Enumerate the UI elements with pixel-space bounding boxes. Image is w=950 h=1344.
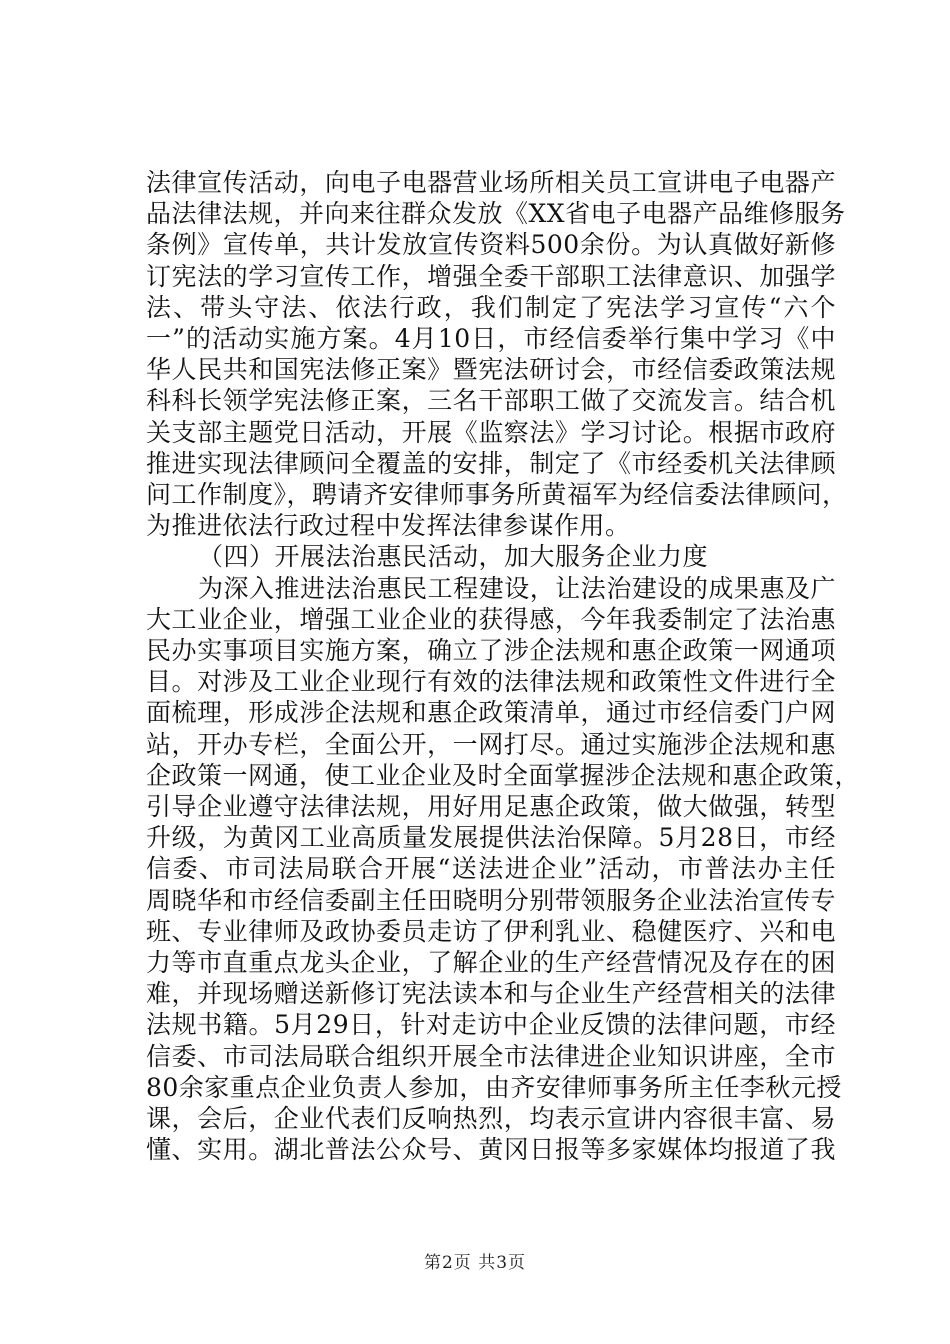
text-line: 目。对涉及工业企业现行有效的法律法规和政策性文件进行全	[146, 667, 836, 696]
text-line: 条例》宣传单，共计发放宣传资料500余份。为认真做好新修	[146, 230, 836, 259]
text-line: 站，开办专栏，全面公开，一网打尽。通过实施涉企法规和惠	[146, 730, 836, 759]
text-line: 企政策一网通，使工业企业及时全面掌握涉企法规和惠企政策，	[146, 761, 861, 790]
text-line: 品法律法规，并向来往群众发放《XX省电子电器产品维修服务	[146, 199, 846, 228]
text-line: 为推进依法行政过程中发挥法律参谋作用。	[146, 511, 631, 540]
text-line: 80余家重点企业负责人参加，由齐安律师事务所主任李秋元授	[146, 1073, 842, 1102]
text-line: 班、专业律师及政协委员走访了伊利乳业、稳健医疗、兴和电	[146, 917, 836, 946]
text-line: 法规书籍。5月29日，针对走访中企业反馈的法律问题，市经	[146, 1010, 836, 1039]
text-line: 引导企业遵守法律法规，用好用足惠企政策，做大做强，转型	[146, 792, 836, 821]
text-line: 力等市直重点龙头企业，了解企业的生产经营情况及存在的困	[146, 948, 836, 977]
text-line: 华人民共和国宪法修正案》暨宪法研讨会，市经信委政策法规	[146, 355, 836, 384]
text-line: 法律宣传活动，向电子电器营业场所相关员工宣讲电子电器产	[146, 168, 836, 197]
text-line: 推进实现法律顾问全覆盖的安排，制定了《市经委机关法律顾	[146, 449, 836, 478]
text-line: 周晓华和市经信委副主任田晓明分别带领服务企业法治宣传专	[146, 886, 836, 915]
text-line: 面梳理，形成涉企法规和惠企政策清单，通过市经信委门户网	[146, 698, 836, 727]
text-line: 民办实事项目实施方案，确立了涉企法规和惠企政策一网通项	[146, 636, 836, 665]
text-line: 难，并现场赠送新修订宪法读本和与企业生产经营相关的法律	[146, 979, 836, 1008]
text-line: 订宪法的学习宣传工作，增强全委干部职工法律意识、加强学	[146, 262, 836, 291]
section-heading: （四）开展法治惠民活动，加大服务企业力度	[198, 542, 709, 571]
text-line: 一”的活动实施方案。4月10日，市经信委举行集中学习《中	[146, 324, 836, 353]
text-line: 科科长领学宪法修正案，三名干部职工做了交流发言。结合机	[146, 386, 836, 415]
text-line: 信委、市司法局联合组织开展全市法律进企业知识讲座，全市	[146, 1042, 836, 1071]
text-line: 问工作制度》，聘请齐安律师事务所黄福军为经信委法律顾问，	[146, 480, 848, 509]
text-line: 关支部主题党日活动，开展《监察法》学习讨论。根据市政府	[146, 418, 836, 447]
text-line: 懂、实用。湖北普法公众号、黄冈日报等多家媒体均报道了我	[146, 1135, 836, 1164]
text-line: 大工业企业，增强工业企业的获得感，今年我委制定了法治惠	[146, 605, 836, 634]
text-line: 法、带头守法、依法行政，我们制定了宪法学习宣传“六个	[146, 293, 836, 322]
text-line: 课，会后，企业代表们反响热烈，均表示宣讲内容很丰富、易	[146, 1104, 836, 1133]
text-line: 升级，为黄冈工业高质量发展提供法治保障。5月28日，市经	[146, 823, 836, 852]
text-line: 信委、市司法局联合开展“送法进企业”活动，市普法办主任	[146, 854, 836, 883]
page-footer: 第2页 共3页	[423, 1253, 527, 1273]
text-line: 为深入推进法治惠民工程建设，让法治建设的成果惠及广	[198, 574, 836, 603]
